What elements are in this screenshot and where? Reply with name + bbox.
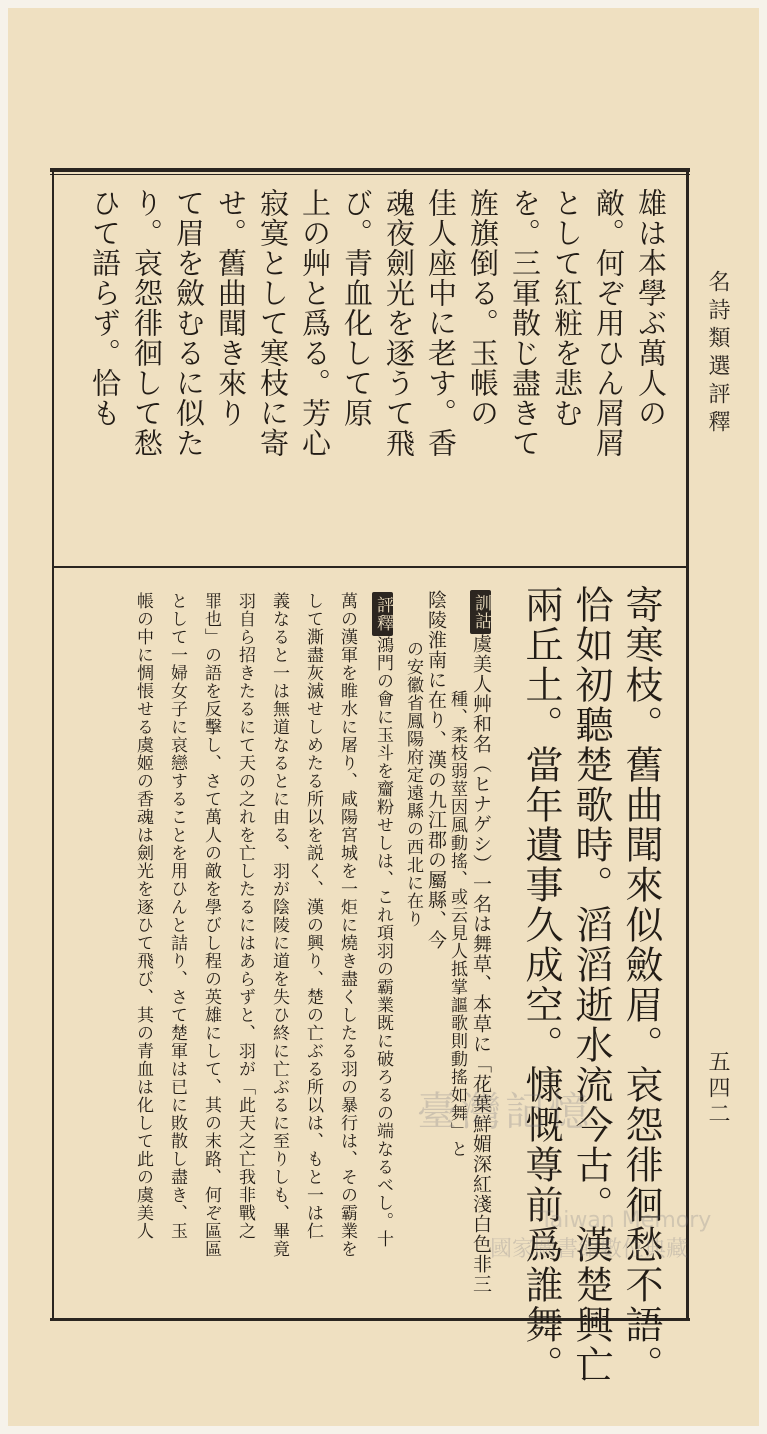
hyoshaku-col-8: 帳の中に惆悵せる虞姬の香魂は劍光を逐ひて飛び、其の青血は化して此の虞美人 (133, 592, 153, 1240)
kungo-col-3: 陰陵淮南に在り、漢の九江郡の屬縣、今 (425, 590, 447, 950)
watermark-english: Taiwan Memory (540, 1208, 712, 1233)
hyoshaku-text-1: 鴻門の會に玉斗を齏粉せしは、これ項羽の霸業既に破ろるの端なるべし。十 (373, 636, 393, 1248)
watermark-title: 臺灣記憶 (417, 1089, 593, 1135)
top-col-4: を。三軍散じ盡きて (508, 188, 542, 458)
kungo-text-1: 虞美人艸和名（ヒナゲシ）一名は舞草、本草に「花葉鮮媚深紅淺白色非三 (470, 634, 492, 1294)
frame-left-rule (52, 168, 54, 1321)
page-number: 五四二 (705, 1050, 730, 1128)
top-col-13: り。哀怨徘徊して愁 (130, 188, 164, 458)
hyoshaku-col-2: 萬の漢軍を睢水に屠り、咸陽宮城を一炬に燒き盡くしたる羽の暴行は、その霸業を (337, 592, 357, 1258)
main-col-3: 兩丘土。當年遺事久成空。慷慨尊前爲誰舞。 (519, 585, 563, 1385)
kungo-col-4: の安徽省鳳陽府定遠縣の西北に在り (403, 640, 423, 928)
top-col-10: 寂寞として寒枝に寄 (256, 188, 290, 458)
running-title: 名詩類選評釋 (705, 270, 730, 438)
frame-top-rule (50, 168, 690, 172)
top-col-1: 雄は本學ぶ萬人の (634, 188, 668, 428)
top-col-14: ひて語らず。恰も (88, 188, 122, 428)
hyoshaku-col-6: 罪也」の語を反擊し、さて萬人の敵を學びし程の英雄にして、其の末路、何ぞ區區 (201, 592, 221, 1258)
top-col-8: び。青血化して原 (340, 188, 374, 428)
top-col-5: 旌旗倒る。玉帳の (466, 188, 500, 428)
hyoshaku-col-5: 羽自ら招きたるにて天の之れを亡したるにはあらずと、羽が「此天之亡我非戰之 (235, 592, 255, 1240)
hyoshaku-label: 評釋 (372, 592, 393, 636)
main-col-2: 恰如初聽楚歌時。滔滔逝水流今古。漢楚興亡 (569, 585, 613, 1385)
kungo-col-2: 種、柔枝弱莖因風動搖、或云見人抵掌謳歌則動搖如舞」と (447, 690, 467, 1158)
frame-right-rule (686, 168, 689, 1321)
main-col-1: 寄寒枝。舊曲聞來似斂眉。哀怨徘徊愁不語。 (619, 585, 663, 1385)
top-col-2: 敵。何ぞ用ひん屑屑 (592, 188, 626, 458)
top-col-12: て眉を斂むるに似た (172, 188, 206, 458)
kungo-col-1 (470, 590, 491, 1294)
frame-middle-rule (52, 566, 688, 568)
hyoshaku-col-1 (372, 592, 393, 1248)
top-col-7: 魂夜劍光を逐うて飛 (382, 188, 416, 458)
watermark-subtitle: 國家圖書館數位典藏 (490, 1237, 689, 1262)
top-col-3: として紅粧を悲む (550, 188, 584, 428)
frame-top-rule-thin (50, 174, 690, 175)
hyoshaku-col-3: して澌盡灰滅せしめたる所以を説く、漢の興り、楚の亡ぶる所以は、もと一は仁 (303, 592, 323, 1240)
hyoshaku-col-4: 義なると一は無道なるとに由る、羽が陰陵に道を失ひ終に亡ぶるに至りしも、畢竟 (269, 592, 289, 1258)
hyoshaku-col-7: として一婦女子に哀戀することを用ひんと詰り、さて楚軍は已に敗散し盡き、玉 (167, 592, 187, 1240)
top-col-9: 上の艸と爲る。芳心 (298, 188, 332, 458)
top-col-6: 佳人座中に老す。香 (424, 188, 458, 458)
top-col-11: せ。舊曲聞き來り (214, 188, 248, 428)
kungo-label: 訓詁 (470, 590, 491, 634)
